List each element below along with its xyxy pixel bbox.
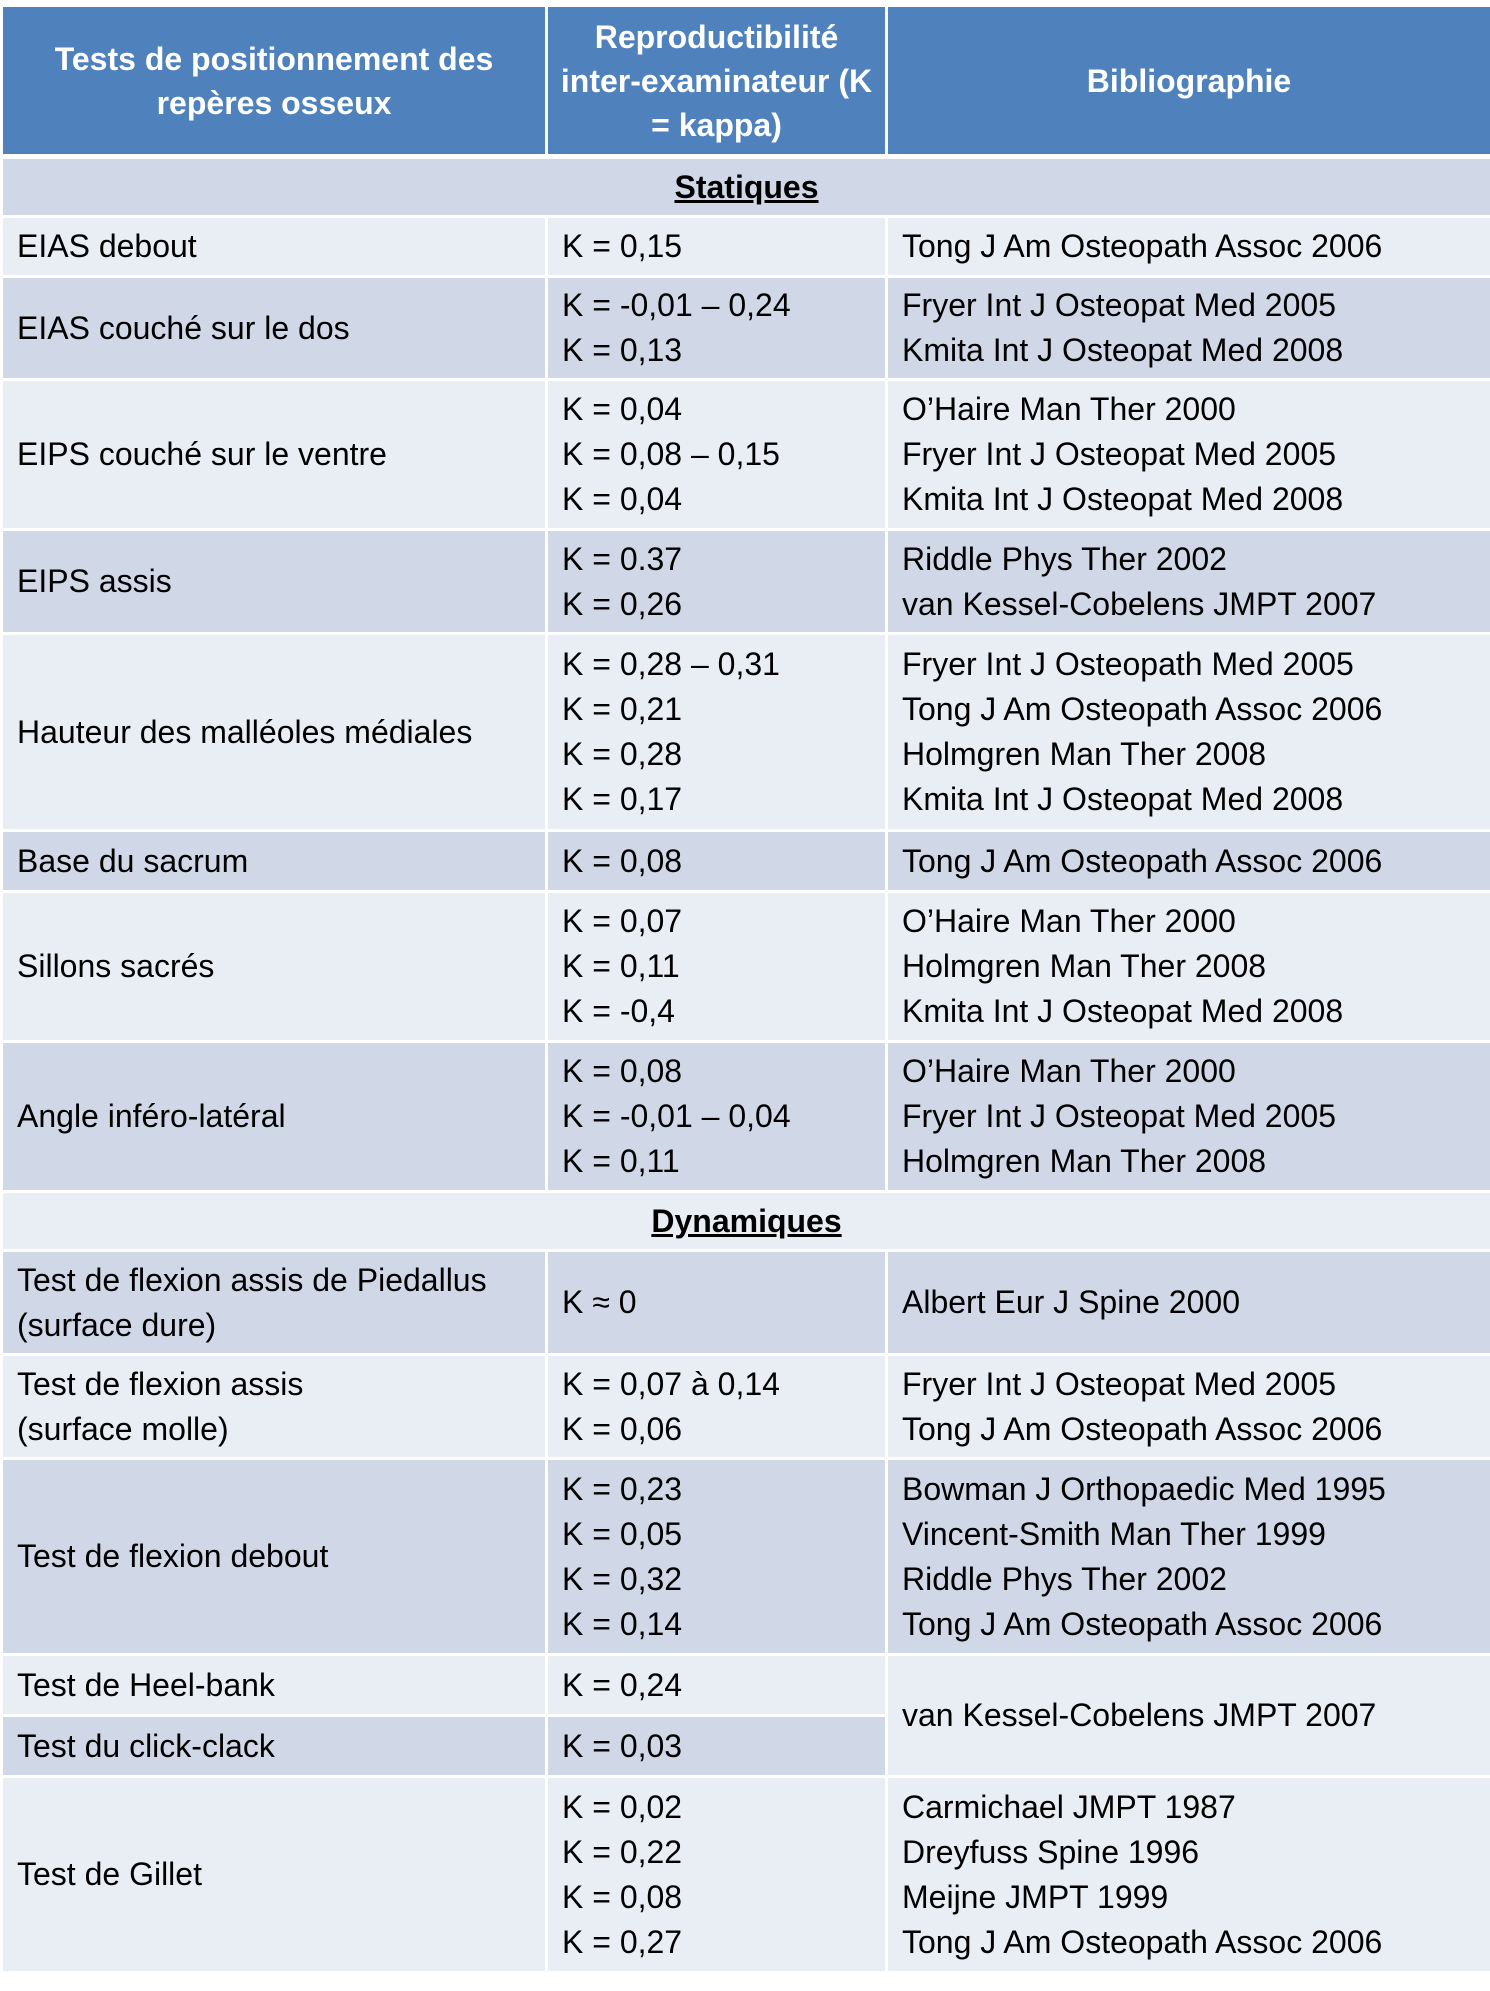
kappa-value: K = 0,08 – 0,15 bbox=[562, 436, 780, 472]
test-label: Test de Heel-bank bbox=[17, 1666, 275, 1703]
kappa-value: K = 0,24 bbox=[562, 1666, 683, 1703]
kappa-value: K = 0,07 à 0,14 bbox=[562, 1365, 780, 1402]
kappa-cell bbox=[547, 1655, 887, 1716]
header-reproductibilite: Reproductibilité inter-examinateur (K = kappa) bbox=[547, 6, 887, 157]
table-row bbox=[2, 1251, 1490, 1355]
test-label: Test du click-clack bbox=[17, 1727, 275, 1764]
bib-ref: Fryer Int J Osteopat Med 2005 bbox=[902, 287, 1336, 323]
kappa-cell bbox=[547, 1777, 887, 1973]
test-cell bbox=[2, 634, 547, 831]
bib-ref: Tong J Am Osteopath Assoc 2006 bbox=[902, 1410, 1383, 1447]
test-label: EIPS couché sur le ventre bbox=[17, 436, 387, 472]
bib-ref: Holmgren Man Ther 2008 bbox=[902, 1143, 1267, 1179]
kappa-value: K = 0,03 bbox=[562, 1727, 683, 1764]
bib-cell bbox=[887, 831, 1490, 892]
test-cell bbox=[2, 1251, 547, 1355]
test-label: Sillons sacrés bbox=[17, 948, 215, 984]
section-title-dynamiques: Dynamiques bbox=[2, 1192, 1490, 1251]
bib-ref: Bowman J Orthopaedic Med 1995 bbox=[902, 1470, 1386, 1507]
section-statiques bbox=[2, 157, 1490, 217]
section-dynamiques bbox=[2, 1192, 1490, 1251]
bib-cell bbox=[887, 1777, 1490, 1973]
bib-ref: Holmgren Man Ther 2008 bbox=[902, 736, 1267, 772]
bib-ref: Fryer Int J Osteopath Med 2005 bbox=[902, 646, 1354, 682]
table-row bbox=[2, 892, 1490, 1042]
kappa-cell bbox=[547, 277, 887, 380]
bib-cell bbox=[887, 277, 1490, 380]
bib-ref: O’Haire Man Ther 2000 bbox=[902, 391, 1236, 427]
kappa-cell bbox=[547, 831, 887, 892]
test-cell bbox=[2, 892, 547, 1042]
kappa-value: K = 0,02 bbox=[562, 1788, 683, 1825]
test-cell bbox=[2, 277, 547, 380]
test-cell bbox=[2, 1655, 547, 1716]
kappa-value: K ≈ 0 bbox=[562, 1284, 637, 1320]
kappa-value: K = 0,26 bbox=[562, 585, 683, 622]
kappa-value: K = -0,01 – 0,24 bbox=[562, 287, 791, 323]
kappa-value: K = 0,28 – 0,31 bbox=[562, 646, 780, 682]
test-label: Test de flexion assis de Piedallus bbox=[17, 1261, 487, 1298]
bib-cell bbox=[887, 217, 1490, 277]
bib-ref: Tong J Am Osteopath Assoc 2006 bbox=[902, 691, 1383, 727]
kappa-value: K = 0,05 bbox=[562, 1515, 683, 1552]
kappa-value: K = 0,11 bbox=[562, 1143, 680, 1179]
bib-ref: Riddle Phys Ther 2002 bbox=[902, 540, 1227, 577]
kappa-value: K = 0,28 bbox=[562, 736, 683, 772]
bib-ref: Fryer Int J Osteopat Med 2005 bbox=[902, 436, 1336, 472]
table-row bbox=[2, 1459, 1490, 1655]
test-cell bbox=[2, 217, 547, 277]
kappa-value: K = 0,23 bbox=[562, 1470, 683, 1507]
test-label: Test de flexion assis bbox=[17, 1365, 304, 1402]
test-cell bbox=[2, 831, 547, 892]
kappa-value: K = 0,07 bbox=[562, 903, 683, 939]
bib-ref: Kmita Int J Osteopat Med 2008 bbox=[902, 481, 1344, 517]
test-cell bbox=[2, 1777, 547, 1973]
bib-ref: Fryer Int J Osteopat Med 2005 bbox=[902, 1365, 1336, 1402]
table-row bbox=[2, 1042, 1490, 1192]
bib-cell bbox=[887, 1251, 1490, 1355]
test-label: (surface dure) bbox=[17, 1306, 217, 1343]
header-tests: Tests de positionnement des repères osseux bbox=[2, 6, 547, 157]
test-label: Test de Gillet bbox=[17, 1856, 202, 1892]
header-row bbox=[2, 6, 1490, 157]
bib-cell bbox=[887, 530, 1490, 634]
bib-ref: Carmichael JMPT 1987 bbox=[902, 1788, 1236, 1825]
kappa-value: K = 0,21 bbox=[562, 691, 683, 727]
kappa-cell bbox=[547, 530, 887, 634]
bib-ref: Kmita Int J Osteopat Med 2008 bbox=[902, 993, 1344, 1029]
bib-cell bbox=[887, 634, 1490, 831]
table-row bbox=[2, 831, 1490, 892]
test-cell bbox=[2, 1355, 547, 1459]
bib-cell bbox=[887, 1655, 1490, 1777]
test-label: EIAS couché sur le dos bbox=[17, 309, 350, 346]
bib-ref: Tong J Am Osteopath Assoc 2006 bbox=[902, 1923, 1383, 1960]
test-label: Test de flexion debout bbox=[17, 1538, 329, 1574]
test-cell bbox=[2, 1459, 547, 1655]
test-cell bbox=[2, 380, 547, 530]
kappa-value: K = 0,11 bbox=[562, 948, 680, 984]
test-label: EIPS assis bbox=[17, 563, 172, 599]
kappa-value: K = 0,08 bbox=[562, 1053, 683, 1089]
header-bibliographie: Bibliographie bbox=[887, 6, 1490, 157]
bib-cell bbox=[887, 1355, 1490, 1459]
test-cell bbox=[2, 1716, 547, 1777]
bib-ref: O’Haire Man Ther 2000 bbox=[902, 903, 1236, 939]
bib-ref: Tong J Am Osteopath Assoc 2006 bbox=[902, 228, 1383, 264]
kappa-value: K = 0,22 bbox=[562, 1833, 683, 1870]
kappa-cell bbox=[547, 1355, 887, 1459]
kappa-value: K = 0,06 bbox=[562, 1410, 683, 1447]
bib-ref: Holmgren Man Ther 2008 bbox=[902, 948, 1267, 984]
kappa-value: K = 0,15 bbox=[562, 228, 683, 264]
kappa-value: K = 0,27 bbox=[562, 1923, 683, 1960]
kappa-value: K = 0,04 bbox=[562, 481, 683, 517]
table-row bbox=[2, 1777, 1490, 1973]
bib-cell bbox=[887, 892, 1490, 1042]
bib-ref: van Kessel-Cobelens JMPT 2007 bbox=[902, 1697, 1377, 1733]
table-row bbox=[2, 1355, 1490, 1459]
table-row bbox=[2, 1655, 1490, 1716]
bib-cell bbox=[887, 1459, 1490, 1655]
bib-cell bbox=[887, 1042, 1490, 1192]
bib-ref: Albert Eur J Spine 2000 bbox=[902, 1284, 1240, 1320]
kappa-cell bbox=[547, 1251, 887, 1355]
bib-ref: Vincent-Smith Man Ther 1999 bbox=[902, 1515, 1326, 1552]
kappa-value: K = 0,04 bbox=[562, 391, 683, 427]
kappa-value: K = 0,08 bbox=[562, 1878, 683, 1915]
bib-ref: Riddle Phys Ther 2002 bbox=[902, 1560, 1227, 1597]
test-cell bbox=[2, 530, 547, 634]
bib-ref: Fryer Int J Osteopat Med 2005 bbox=[902, 1098, 1336, 1134]
test-label: Base du sacrum bbox=[17, 842, 249, 879]
kappa-cell bbox=[547, 1716, 887, 1777]
table-row bbox=[2, 530, 1490, 634]
test-label: EIAS debout bbox=[17, 228, 197, 264]
test-cell bbox=[2, 1042, 547, 1192]
kappa-cell bbox=[547, 1042, 887, 1192]
kappa-value: K = 0.37 bbox=[562, 540, 683, 577]
kappa-value: K = 0,14 bbox=[562, 1605, 683, 1642]
bib-cell bbox=[887, 380, 1490, 530]
table-row bbox=[2, 277, 1490, 380]
bib-ref: Kmita Int J Osteopat Med 2008 bbox=[902, 781, 1344, 817]
kappa-value: K = 0,17 bbox=[562, 781, 683, 817]
kappa-value: K = -0,01 – 0,04 bbox=[562, 1098, 791, 1134]
kappa-value: K = 0,32 bbox=[562, 1560, 683, 1597]
bib-ref: Tong J Am Osteopath Assoc 2006 bbox=[902, 842, 1383, 879]
bib-ref: Kmita Int J Osteopat Med 2008 bbox=[902, 332, 1344, 368]
test-label: (surface molle) bbox=[17, 1410, 229, 1447]
bib-ref: Tong J Am Osteopath Assoc 2006 bbox=[902, 1605, 1383, 1642]
kappa-cell bbox=[547, 217, 887, 277]
kappa-table bbox=[0, 4, 1490, 1974]
bib-ref: Dreyfuss Spine 1996 bbox=[902, 1833, 1200, 1870]
table-row bbox=[2, 634, 1490, 831]
kappa-cell bbox=[547, 892, 887, 1042]
table-row bbox=[2, 380, 1490, 530]
kappa-value: K = -0,4 bbox=[562, 993, 675, 1029]
test-label: Hauteur des malléoles médiales bbox=[17, 713, 473, 750]
table-row bbox=[2, 217, 1490, 277]
kappa-value: K = 0,08 bbox=[562, 842, 683, 879]
bib-ref: O’Haire Man Ther 2000 bbox=[902, 1053, 1236, 1089]
kappa-cell bbox=[547, 380, 887, 530]
test-label: Angle inféro-latéral bbox=[17, 1098, 286, 1134]
kappa-value: K = 0,13 bbox=[562, 332, 683, 368]
bib-ref: van Kessel-Cobelens JMPT 2007 bbox=[902, 585, 1377, 622]
bib-ref: Meijne JMPT 1999 bbox=[902, 1878, 1169, 1915]
section-title-statiques: Statiques bbox=[2, 157, 1490, 217]
kappa-cell bbox=[547, 634, 887, 831]
kappa-cell bbox=[547, 1459, 887, 1655]
